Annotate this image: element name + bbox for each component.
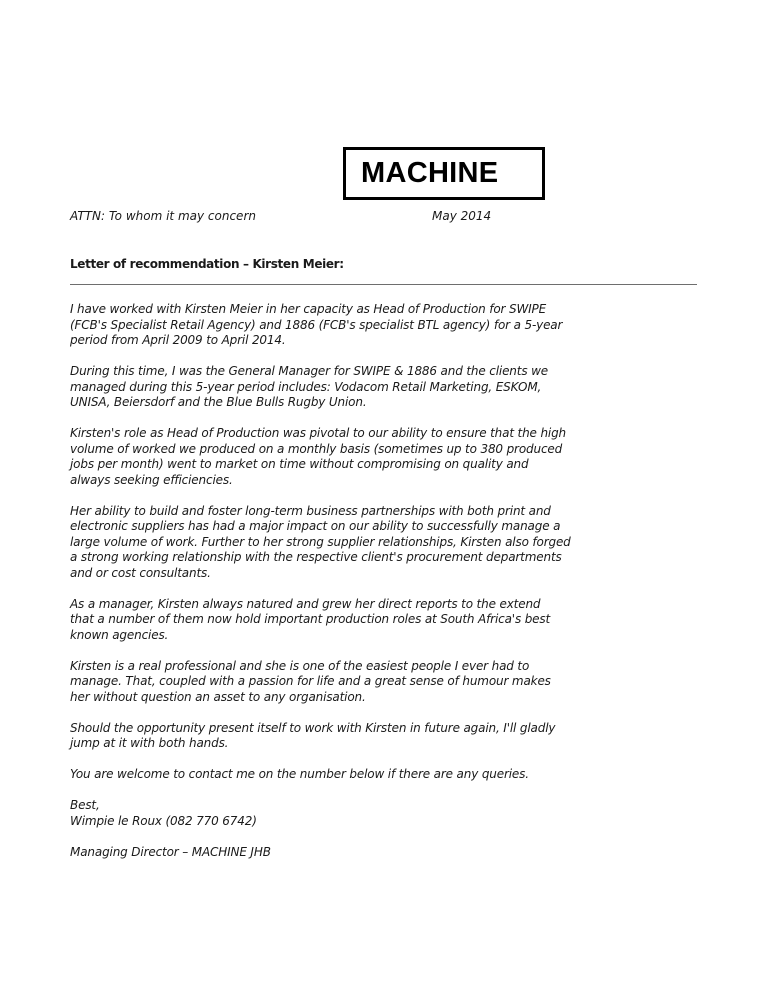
text-line: period from April 2009 to April 2014. bbox=[70, 333, 286, 347]
text-line: During this time, I was the General Manager for SWIPE & 1886 and the clients we bbox=[70, 364, 548, 378]
text-line: large volume of work. Further to her strong supplier relationships, Kirsten also forged bbox=[70, 534, 571, 549]
text-line: managed during this 5-year period includes: Vodacom Retail Marketing, ESKOM, bbox=[70, 379, 542, 394]
text-line: Her ability to build and foster long-term business partnerships with both print and bbox=[70, 503, 551, 518]
text-line: (FCB's Specialist Retail Agency) and 1886 (FCB's specialist BTL agency) for a 5-year bbox=[70, 317, 563, 332]
signature-block bbox=[70, 798, 600, 829]
paragraph-future bbox=[70, 721, 600, 752]
signer-title: Managing Director – MACHINE JHB bbox=[70, 844, 271, 859]
text-line: electronic suppliers has had a major impact on our ability to successfully manage a bbox=[70, 519, 561, 533]
text-line: UNISA, Beiersdorf and the Blue Bulls Rugby Union. bbox=[70, 395, 367, 409]
paragraph-contact bbox=[70, 767, 600, 783]
text-line: Kirsten is a real professional and she is one of the easiest people I ever had to bbox=[70, 658, 530, 673]
text-line: and or cost consultants. bbox=[70, 565, 211, 580]
text-line: manage. That, coupled with a passion for life and a great sense of humour makes bbox=[70, 674, 551, 688]
closing: Best, bbox=[70, 798, 100, 812]
letter-subject: Letter of recommendation – Kirsten Meier: bbox=[70, 257, 344, 271]
text-line: Kirsten's role as Head of Production was pivotal to our ability to ensure that the high bbox=[70, 426, 567, 440]
text-line: known agencies. bbox=[70, 627, 169, 642]
text-line: I have worked with Kirsten Meier in her capacity as Head of Production for SWIPE bbox=[70, 302, 547, 316]
machine-logo bbox=[343, 147, 545, 200]
text-line: Should the opportunity present itself to work with Kirsten in future again, I'll gladly bbox=[70, 720, 556, 735]
attn-line: ATTN: To whom it may concern bbox=[70, 209, 256, 223]
text-line: volume of worked we produced on a monthly basis (sometimes up to 380 produced bbox=[70, 441, 563, 456]
horizontal-divider bbox=[70, 284, 697, 285]
signer-name-phone: Wimpie le Roux (082 770 6742) bbox=[70, 813, 257, 828]
text-line: that a number of them now hold important production roles at South Africa's best bbox=[70, 612, 551, 626]
paragraph-role bbox=[70, 426, 600, 488]
text-line: As a manager, Kirsten always natured and grew her direct reports to the extend bbox=[70, 596, 541, 611]
text-line: a strong working relationship with the respective client's procurement departments bbox=[70, 550, 562, 564]
text-line: jobs per month) went to market on time without compromising on quality and bbox=[70, 457, 529, 471]
logo-text: MACHINE bbox=[361, 157, 499, 189]
paragraph-professional bbox=[70, 659, 600, 706]
signer-title-block bbox=[70, 845, 600, 861]
paragraph-management bbox=[70, 597, 600, 644]
text-line: You are welcome to contact me on the number below if there are any queries. bbox=[70, 767, 529, 781]
paragraph-partnerships bbox=[70, 504, 600, 582]
paragraph-intro bbox=[70, 302, 600, 349]
paragraph-clients bbox=[70, 364, 600, 411]
text-line: always seeking efficiencies. bbox=[70, 472, 233, 487]
letter-body bbox=[70, 302, 600, 876]
text-line: jump at it with both hands. bbox=[70, 736, 229, 750]
text-line: her without question an asset to any organisation. bbox=[70, 689, 366, 704]
letter-date: May 2014 bbox=[432, 209, 492, 223]
